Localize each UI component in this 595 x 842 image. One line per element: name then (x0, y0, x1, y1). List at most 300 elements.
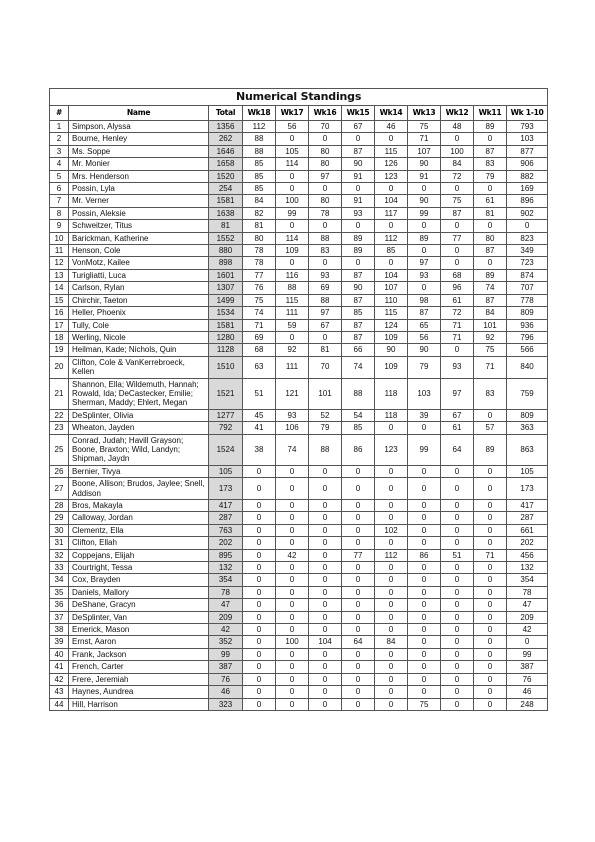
cell-total: 1646 (209, 145, 243, 157)
cell-wk14: 109 (375, 331, 408, 343)
header-wk16: Wk16 (309, 106, 342, 121)
cell-wk13: 0 (408, 624, 441, 636)
cell-total: 323 (209, 698, 243, 710)
cell-wk13: 0 (408, 282, 441, 294)
cell-name: Mr. Monier (69, 158, 209, 170)
cell-wk17: 92 (276, 344, 309, 356)
cell-wk14: 112 (375, 549, 408, 561)
cell-wk13: 0 (408, 673, 441, 685)
table-row (50, 356, 548, 378)
cell-total: 1307 (209, 282, 243, 294)
cell-wk17: 56 (276, 121, 309, 133)
cell-wk15: 91 (342, 170, 375, 182)
cell-wk17: 0 (276, 648, 309, 660)
cell-wk17: 0 (276, 673, 309, 685)
cell-wk1-10: 78 (507, 586, 548, 598)
cell-name: Mr. Verner (69, 195, 209, 207)
cell-name: Clifton, Cole & VanKerrebroeck, Kellen (69, 356, 209, 378)
cell-wk12: 68 (441, 269, 474, 281)
cell-wk12: 0 (441, 183, 474, 195)
cell-wk1-10: 287 (507, 512, 548, 524)
cell-rank: 2 (50, 133, 69, 145)
table-row (50, 661, 548, 673)
cell-wk12: 0 (441, 524, 474, 536)
cell-wk13: 75 (408, 121, 441, 133)
cell-rank: 25 (50, 434, 69, 465)
cell-wk15: 77 (342, 549, 375, 561)
cell-wk14: 112 (375, 232, 408, 244)
cell-wk1-10: 248 (507, 698, 548, 710)
cell-total: 387 (209, 661, 243, 673)
cell-wk17: 0 (276, 562, 309, 574)
cell-wk18: 0 (243, 661, 276, 673)
cell-wk18: 0 (243, 537, 276, 549)
cell-name: Ernst, Aaron (69, 636, 209, 648)
cell-wk17: 100 (276, 636, 309, 648)
cell-wk13: 0 (408, 524, 441, 536)
cell-total: 209 (209, 611, 243, 623)
cell-wk12: 0 (441, 133, 474, 145)
cell-wk14: 0 (375, 673, 408, 685)
cell-wk1-10: 0 (507, 220, 548, 232)
cell-wk14: 85 (375, 245, 408, 257)
cell-name: Courtright, Tessa (69, 562, 209, 574)
cell-wk15: 0 (342, 524, 375, 536)
cell-wk15: 0 (342, 133, 375, 145)
cell-name: Emerick, Mason (69, 624, 209, 636)
cell-wk16: 0 (309, 183, 342, 195)
cell-wk17: 0 (276, 537, 309, 549)
cell-wk12: 0 (441, 344, 474, 356)
cell-wk11: 87 (474, 245, 507, 257)
cell-wk13: 0 (408, 661, 441, 673)
cell-wk12: 0 (441, 673, 474, 685)
cell-wk13: 56 (408, 331, 441, 343)
cell-wk1-10: 840 (507, 356, 548, 378)
cell-wk18: 0 (243, 562, 276, 574)
cell-wk1-10: 76 (507, 673, 548, 685)
cell-wk18: 77 (243, 269, 276, 281)
cell-wk18: 88 (243, 145, 276, 157)
cell-wk14: 46 (375, 121, 408, 133)
cell-name: French, Carter (69, 661, 209, 673)
cell-wk13: 0 (408, 500, 441, 512)
cell-wk11: 80 (474, 232, 507, 244)
cell-wk16: 0 (309, 599, 342, 611)
cell-wk16: 0 (309, 661, 342, 673)
cell-wk12: 75 (441, 195, 474, 207)
table-row (50, 611, 548, 623)
table-row (50, 465, 548, 477)
cell-name: Turigliatti, Luca (69, 269, 209, 281)
cell-rank: 3 (50, 145, 69, 157)
cell-wk12: 96 (441, 282, 474, 294)
table-row (50, 549, 548, 561)
cell-rank: 16 (50, 307, 69, 319)
cell-wk17: 0 (276, 611, 309, 623)
cell-wk11: 0 (474, 562, 507, 574)
cell-total: 792 (209, 422, 243, 434)
cell-wk16: 80 (309, 195, 342, 207)
cell-rank: 20 (50, 356, 69, 378)
cell-wk15: 0 (342, 537, 375, 549)
cell-wk1-10: 823 (507, 232, 548, 244)
cell-name: Simpson, Alyssa (69, 121, 209, 133)
cell-wk18: 71 (243, 319, 276, 331)
cell-wk12: 0 (441, 648, 474, 660)
cell-wk17: 0 (276, 465, 309, 477)
cell-wk13: 0 (408, 686, 441, 698)
cell-wk18: 0 (243, 611, 276, 623)
cell-wk12: 0 (441, 562, 474, 574)
cell-wk18: 88 (243, 133, 276, 145)
cell-wk13: 0 (408, 586, 441, 598)
cell-name: Clementz, Ella (69, 524, 209, 536)
cell-wk17: 0 (276, 331, 309, 343)
cell-total: 1581 (209, 319, 243, 331)
cell-wk16: 0 (309, 673, 342, 685)
cell-wk15: 0 (342, 562, 375, 574)
cell-wk11: 0 (474, 673, 507, 685)
cell-wk18: 80 (243, 232, 276, 244)
cell-wk13: 79 (408, 356, 441, 378)
cell-wk1-10: 46 (507, 686, 548, 698)
cell-wk13: 0 (408, 636, 441, 648)
cell-wk17: 111 (276, 356, 309, 378)
cell-wk1-10: 723 (507, 257, 548, 269)
cell-wk15: 85 (342, 307, 375, 319)
cell-wk15: 66 (342, 344, 375, 356)
cell-wk12: 0 (441, 220, 474, 232)
cell-wk1-10: 896 (507, 195, 548, 207)
cell-rank: 33 (50, 562, 69, 574)
cell-wk18: 0 (243, 574, 276, 586)
cell-wk16: 0 (309, 624, 342, 636)
cell-wk17: 0 (276, 170, 309, 182)
header-name: Name (69, 106, 209, 121)
cell-wk17: 100 (276, 195, 309, 207)
cell-wk12: 0 (441, 636, 474, 648)
cell-wk15: 0 (342, 673, 375, 685)
cell-wk13: 65 (408, 319, 441, 331)
cell-wk11: 0 (474, 183, 507, 195)
cell-wk14: 0 (375, 133, 408, 145)
cell-rank: 42 (50, 673, 69, 685)
cell-wk18: 69 (243, 331, 276, 343)
cell-name: Barickman, Katherine (69, 232, 209, 244)
cell-wk12: 67 (441, 409, 474, 421)
cell-wk1-10: 566 (507, 344, 548, 356)
cell-wk11: 74 (474, 282, 507, 294)
table-row (50, 232, 548, 244)
cell-wk18: 0 (243, 549, 276, 561)
cell-wk1-10: 707 (507, 282, 548, 294)
cell-wk15: 0 (342, 183, 375, 195)
cell-wk17: 0 (276, 183, 309, 195)
cell-wk1-10: 661 (507, 524, 548, 536)
cell-wk11: 0 (474, 465, 507, 477)
cell-name: Schweitzer, Titus (69, 220, 209, 232)
cell-rank: 22 (50, 409, 69, 421)
cell-wk17: 105 (276, 145, 309, 157)
cell-wk17: 0 (276, 512, 309, 524)
cell-wk16: 0 (309, 537, 342, 549)
table-row (50, 282, 548, 294)
cell-wk16: 70 (309, 356, 342, 378)
table-row (50, 648, 548, 660)
cell-name: Frere, Jeremiah (69, 673, 209, 685)
cell-wk11: 0 (474, 574, 507, 586)
cell-wk15: 87 (342, 294, 375, 306)
cell-wk1-10: 387 (507, 661, 548, 673)
cell-name: Ms. Soppe (69, 145, 209, 157)
cell-wk1-10: 809 (507, 307, 548, 319)
cell-wk18: 75 (243, 294, 276, 306)
table-row (50, 586, 548, 598)
cell-wk1-10: 99 (507, 648, 548, 660)
cell-rank: 29 (50, 512, 69, 524)
cell-wk13: 0 (408, 537, 441, 549)
table-row (50, 133, 548, 145)
cell-wk18: 0 (243, 478, 276, 500)
table-row (50, 422, 548, 434)
cell-wk16: 83 (309, 245, 342, 257)
cell-wk1-10: 169 (507, 183, 548, 195)
cell-total: 1601 (209, 269, 243, 281)
cell-wk15: 85 (342, 422, 375, 434)
cell-wk15: 67 (342, 121, 375, 133)
cell-wk16: 93 (309, 269, 342, 281)
cell-total: 1280 (209, 331, 243, 343)
cell-wk13: 90 (408, 195, 441, 207)
cell-wk16: 0 (309, 586, 342, 598)
cell-name: Heller, Phoenix (69, 307, 209, 319)
cell-rank: 37 (50, 611, 69, 623)
cell-wk13: 0 (408, 574, 441, 586)
cell-wk13: 0 (408, 183, 441, 195)
cell-rank: 31 (50, 537, 69, 549)
cell-wk14: 126 (375, 158, 408, 170)
cell-wk14: 104 (375, 195, 408, 207)
cell-wk13: 90 (408, 344, 441, 356)
cell-wk17: 114 (276, 232, 309, 244)
cell-wk13: 91 (408, 170, 441, 182)
cell-wk16: 81 (309, 344, 342, 356)
header-wk13: Wk13 (408, 106, 441, 121)
cell-wk11: 101 (474, 319, 507, 331)
header-row (50, 106, 548, 121)
cell-wk13: 75 (408, 698, 441, 710)
cell-wk17: 99 (276, 207, 309, 219)
cell-wk13: 0 (408, 220, 441, 232)
cell-wk16: 0 (309, 478, 342, 500)
cell-wk17: 0 (276, 478, 309, 500)
cell-rank: 13 (50, 269, 69, 281)
cell-wk13: 98 (408, 294, 441, 306)
cell-wk11: 0 (474, 133, 507, 145)
cell-rank: 11 (50, 245, 69, 257)
cell-total: 287 (209, 512, 243, 524)
table-row (50, 344, 548, 356)
cell-wk14: 0 (375, 574, 408, 586)
cell-wk11: 0 (474, 500, 507, 512)
cell-rank: 19 (50, 344, 69, 356)
cell-wk15: 0 (342, 624, 375, 636)
cell-wk11: 89 (474, 121, 507, 133)
cell-wk11: 71 (474, 356, 507, 378)
cell-wk18: 38 (243, 434, 276, 465)
cell-total: 47 (209, 599, 243, 611)
cell-wk16: 0 (309, 465, 342, 477)
cell-wk18: 84 (243, 195, 276, 207)
cell-name: Bros, Makayla (69, 500, 209, 512)
cell-total: 99 (209, 648, 243, 660)
cell-total: 1552 (209, 232, 243, 244)
cell-total: 262 (209, 133, 243, 145)
header-rank: # (50, 106, 69, 121)
cell-wk17: 0 (276, 698, 309, 710)
cell-wk11: 0 (474, 409, 507, 421)
cell-wk1-10: 778 (507, 294, 548, 306)
cell-name: Bourne, Henley (69, 133, 209, 145)
cell-wk11: 87 (474, 294, 507, 306)
cell-wk12: 61 (441, 294, 474, 306)
cell-name: Cox, Brayden (69, 574, 209, 586)
cell-wk16: 88 (309, 434, 342, 465)
cell-rank: 1 (50, 121, 69, 133)
cell-wk13: 99 (408, 434, 441, 465)
header-wk14: Wk14 (375, 106, 408, 121)
cell-wk14: 123 (375, 434, 408, 465)
cell-wk12: 0 (441, 574, 474, 586)
cell-wk1-10: 874 (507, 269, 548, 281)
cell-wk18: 78 (243, 245, 276, 257)
table-row (50, 183, 548, 195)
cell-wk15: 0 (342, 257, 375, 269)
page-title: Numerical Standings (50, 89, 548, 106)
table-row (50, 673, 548, 685)
cell-wk16: 52 (309, 409, 342, 421)
cell-wk11: 0 (474, 661, 507, 673)
cell-total: 880 (209, 245, 243, 257)
cell-wk14: 104 (375, 269, 408, 281)
cell-wk1-10: 132 (507, 562, 548, 574)
cell-wk16: 0 (309, 331, 342, 343)
cell-wk15: 86 (342, 434, 375, 465)
cell-name: Hill, Harrison (69, 698, 209, 710)
cell-wk16: 0 (309, 512, 342, 524)
cell-wk15: 87 (342, 269, 375, 281)
cell-wk12: 72 (441, 170, 474, 182)
cell-wk18: 41 (243, 422, 276, 434)
cell-wk12: 93 (441, 356, 474, 378)
cell-wk15: 90 (342, 158, 375, 170)
table-row (50, 245, 548, 257)
cell-name: Carlson, Rylan (69, 282, 209, 294)
cell-wk1-10: 759 (507, 378, 548, 409)
cell-wk11: 75 (474, 344, 507, 356)
table-row (50, 158, 548, 170)
cell-wk17: 0 (276, 220, 309, 232)
cell-wk18: 45 (243, 409, 276, 421)
cell-wk16: 0 (309, 686, 342, 698)
cell-wk12: 0 (441, 586, 474, 598)
cell-rank: 44 (50, 698, 69, 710)
cell-wk13: 0 (408, 562, 441, 574)
cell-name: Calloway, Jordan (69, 512, 209, 524)
cell-wk18: 85 (243, 170, 276, 182)
cell-total: 352 (209, 636, 243, 648)
cell-name: DeShane, Gracyn (69, 599, 209, 611)
table-row (50, 307, 548, 319)
cell-wk12: 0 (441, 512, 474, 524)
cell-wk1-10: 349 (507, 245, 548, 257)
cell-wk15: 0 (342, 512, 375, 524)
cell-wk15: 0 (342, 478, 375, 500)
cell-wk14: 0 (375, 512, 408, 524)
cell-wk11: 0 (474, 599, 507, 611)
cell-wk11: 0 (474, 636, 507, 648)
table-row (50, 434, 548, 465)
table-row (50, 636, 548, 648)
cell-rank: 8 (50, 207, 69, 219)
cell-wk1-10: 936 (507, 319, 548, 331)
cell-total: 76 (209, 673, 243, 685)
cell-wk17: 0 (276, 586, 309, 598)
cell-total: 1658 (209, 158, 243, 170)
cell-wk18: 0 (243, 599, 276, 611)
cell-wk1-10: 209 (507, 611, 548, 623)
cell-wk15: 88 (342, 378, 375, 409)
cell-wk11: 83 (474, 378, 507, 409)
cell-wk14: 84 (375, 636, 408, 648)
cell-wk14: 0 (375, 537, 408, 549)
cell-wk12: 0 (441, 698, 474, 710)
cell-name: Bernier, Tivya (69, 465, 209, 477)
cell-wk11: 0 (474, 624, 507, 636)
cell-wk18: 74 (243, 307, 276, 319)
cell-total: 1510 (209, 356, 243, 378)
cell-wk11: 0 (474, 648, 507, 660)
cell-wk12: 0 (441, 611, 474, 623)
cell-wk12: 0 (441, 257, 474, 269)
cell-wk14: 115 (375, 307, 408, 319)
cell-rank: 18 (50, 331, 69, 343)
cell-wk16: 0 (309, 500, 342, 512)
cell-wk13: 0 (408, 648, 441, 660)
cell-wk1-10: 809 (507, 409, 548, 421)
cell-rank: 36 (50, 599, 69, 611)
cell-wk11: 0 (474, 686, 507, 698)
cell-rank: 10 (50, 232, 69, 244)
cell-wk18: 0 (243, 512, 276, 524)
cell-total: 1524 (209, 434, 243, 465)
cell-wk18: 78 (243, 257, 276, 269)
cell-wk14: 0 (375, 624, 408, 636)
cell-name: Possin, Lyla (69, 183, 209, 195)
cell-wk16: 80 (309, 145, 342, 157)
cell-wk15: 0 (342, 465, 375, 477)
cell-wk12: 100 (441, 145, 474, 157)
cell-wk1-10: 456 (507, 549, 548, 561)
cell-wk14: 90 (375, 344, 408, 356)
cell-wk1-10: 793 (507, 121, 548, 133)
cell-wk13: 39 (408, 409, 441, 421)
cell-name: Tully, Cole (69, 319, 209, 331)
cell-wk18: 82 (243, 207, 276, 219)
table-row (50, 269, 548, 281)
cell-wk13: 107 (408, 145, 441, 157)
